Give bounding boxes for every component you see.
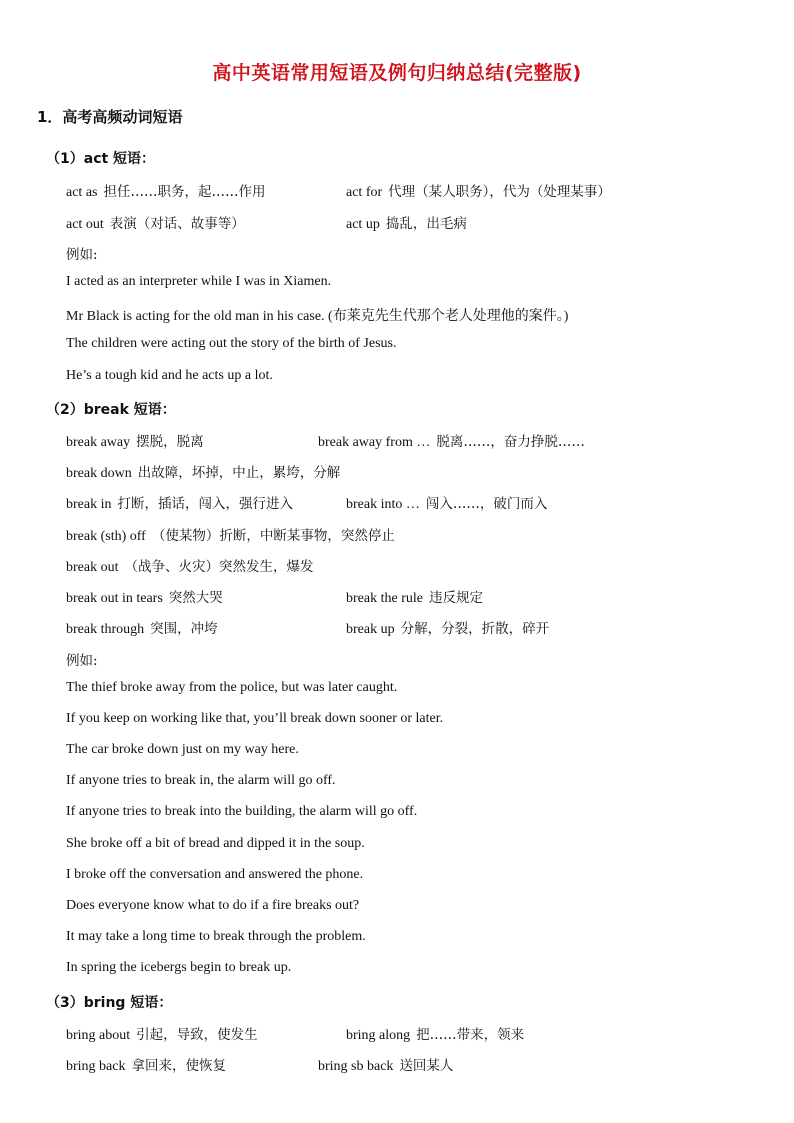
phrase-break-in: break in 打断，插话，闯入，强行进入 [66,496,293,512]
example-sentence: Does everyone know what to do if a fire breaks out? [66,898,360,913]
act-heading: （1）act 短语： [46,151,156,167]
example-label: 例如: [66,247,98,263]
example-sentence: I acted as an interpreter while I was in Xiamen. [66,274,332,289]
phrase-break-out: break out （战争、火灾）突然发生，爆发 [66,559,314,575]
phrase-break-through: break through 突围，冲垮 [66,621,218,637]
phrase-break-into: break into … 闯入……，破门而入 [346,496,548,512]
phrase-act-as: act as 担任……职务，起……作用 [66,184,266,200]
phrase-act-up: act up 捣乱，出毛病 [346,216,467,232]
phrase-bring-along: bring along 把……带来，领来 [346,1027,525,1043]
example-sentence: Mr Black is acting for the old man in his case. (布莱克先生代那个老人处理他的案件。) [66,309,569,324]
phrase-break-out-in-tears: break out in tears 突然大哭 [66,590,223,606]
example-sentence: The thief broke away from the police, but was later caught. [66,680,398,695]
example-sentence: He’s a tough kid and he acts up a lot. [66,368,273,383]
example-sentence: If you keep on working like that, you’ll break down sooner or later. [66,711,444,726]
phrase-bring-about: bring about 引起，导致，使发生 [66,1027,258,1043]
phrase-break-up: break up 分解，分裂，折散，碎开 [346,621,550,637]
example-sentence: If anyone tries to break in, the alarm will go off. [66,773,336,788]
document-title: 高中英语常用短语及例句归纳总结(完整版) [212,62,582,84]
phrase-bring-sb-back: bring sb back 送回某人 [318,1058,454,1074]
phrase-bring-back: bring back 拿回来，使恢复 [66,1058,226,1074]
example-sentence: If anyone tries to break into the building, the alarm will go off. [66,804,418,819]
phrase-act-out: act out 表演（对话、故事等） [66,216,245,232]
break-heading: （2）break 短语： [46,402,176,418]
section-heading: 1．高考高频动词短语 [37,108,183,126]
phrase-break-away-from: break away from … 脱离……，奋力挣脱…… [318,434,585,450]
example-sentence: I broke off the conversation and answered the phone. [66,867,364,882]
phrase-break-away: break away 摆脱，脱离 [66,434,204,450]
example-sentence: She broke off a bit of bread and dipped it in the soup. [66,836,365,851]
phrase-break-the-rule: break the rule 违反规定 [346,590,483,606]
bring-heading: （3）bring 短语： [46,995,173,1011]
example-sentence: In spring the icebergs begin to break up. [66,960,292,975]
example-label: 例如: [66,653,98,669]
phrase-break-off: break (sth) off （使某物）折断，中断某事物，突然停止 [66,528,395,544]
phrase-break-down: break down 出故障，坏掉，中止，累垮，分解 [66,465,341,481]
example-sentence: It may take a long time to break through the problem. [66,929,366,944]
example-sentence: The children were acting out the story of the birth of Jesus. [66,336,397,351]
example-sentence: The car broke down just on my way here. [66,742,299,757]
phrase-act-for: act for 代理（某人职务），代为（处理某事） [346,184,611,200]
